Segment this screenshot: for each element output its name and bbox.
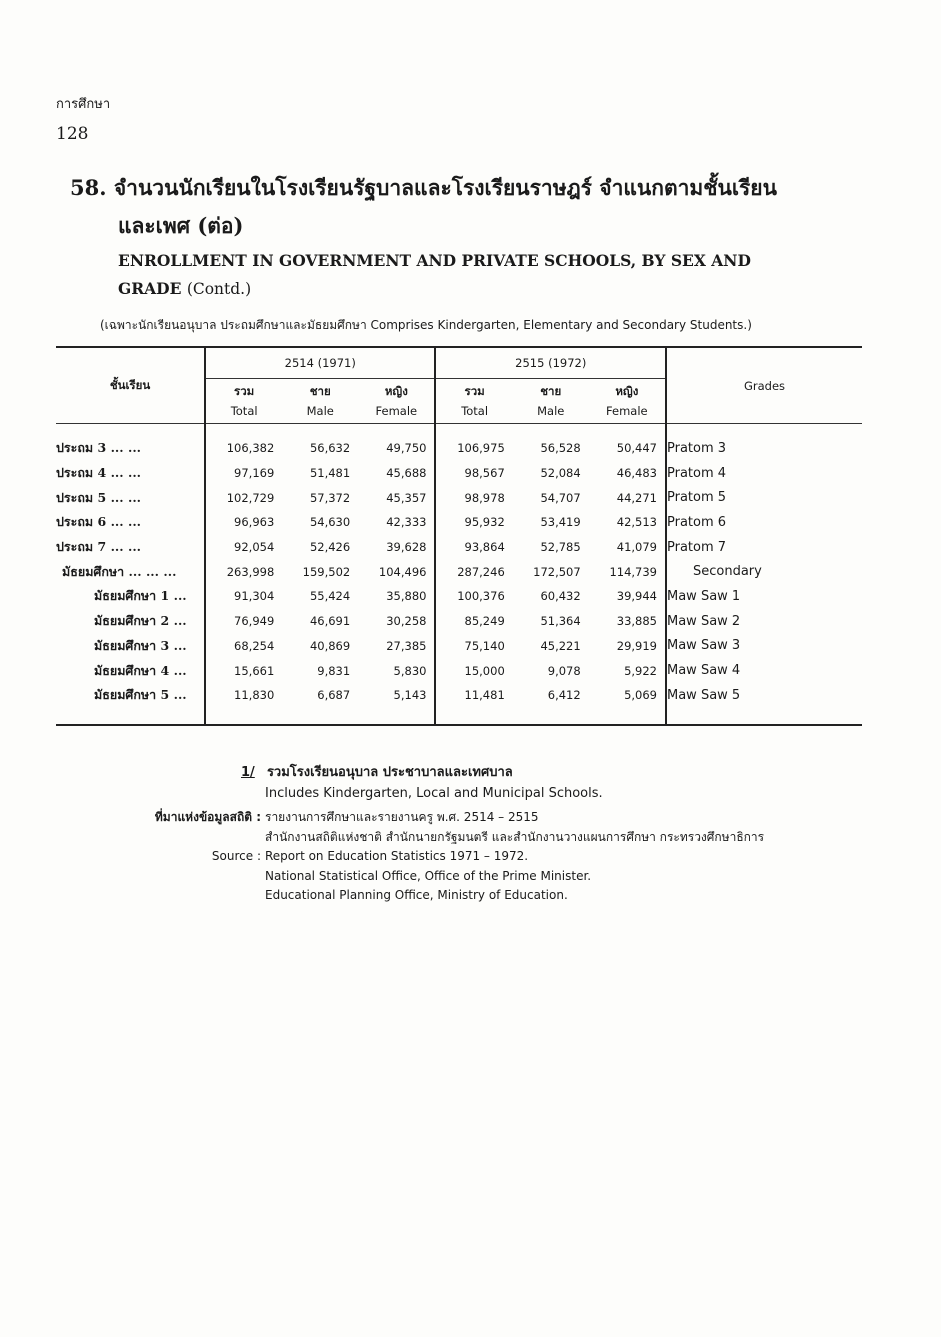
grade-english: Pratom 3: [666, 436, 862, 461]
year-header-1972: 2515 (1972): [435, 347, 666, 379]
cell-total-1972: 15,000: [435, 658, 512, 683]
cell-female-1972: 42,513: [616, 515, 657, 530]
cell-female-1971: 5,830: [393, 663, 427, 678]
title-thai-line1: จำนวนนักเรียนในโรงเรียนรัฐบาลและโรงเรียนราษฎร์ จำแนกตามชั้นเรียน: [113, 175, 777, 200]
cell-male-1972: 52,785: [540, 540, 581, 555]
cell-male-1972: 6,412: [547, 688, 581, 703]
cell-female-1971: 27,385: [386, 638, 427, 653]
cell-female-1971: 45,688: [386, 466, 427, 481]
cell-total-1972: 106,975: [435, 436, 512, 461]
cell-male-1971: 55,424: [309, 589, 351, 604]
sex-header-thai: รวม: [464, 384, 485, 398]
cell-total-1972: 100,376: [435, 584, 512, 609]
cell-total-1972: 98,978: [435, 485, 512, 510]
cell-male-1971: 56,632: [309, 441, 351, 456]
sex-header-thai: หญิง: [384, 384, 408, 398]
cell-total-1971: 96,963: [205, 510, 282, 535]
table-row: [56, 510, 862, 535]
section-header: การศึกษา: [56, 97, 111, 112]
source-label-thai: ที่มาแห่งข้อมูลสถิติ :: [154, 810, 261, 824]
source-thai-line1: รายงานการศึกษาและรายงานครู พ.ศ. 2514 – 2515: [265, 810, 539, 824]
footnote-marker: 1/: [241, 765, 255, 780]
cell-female-1972: 50,447: [616, 441, 657, 456]
grade-thai: มัธยมศึกษา 3 ...: [94, 637, 187, 653]
grade-thai: มัธยมศึกษา 1 ...: [94, 588, 187, 604]
cell-total-1971: 11,830: [205, 683, 282, 708]
table-note: (เฉพาะนักเรียนอนุบาล ประถมศึกษาและมัธยมศึกษา Comprises Kindergarten, Elementary and Secondary Students.): [100, 318, 752, 332]
grade-thai: มัธยมศึกษา ... ... ...: [62, 563, 177, 579]
cell-male-1971: 9,831: [317, 663, 351, 678]
spacer-row: [56, 424, 862, 437]
cell-male-1972: 54,707: [540, 490, 581, 505]
cell-female-1972: 33,885: [616, 614, 657, 629]
sex-header-cell: [435, 379, 512, 424]
cell-total-1971: 76,949: [205, 609, 282, 634]
cell-total-1971: 68,254: [205, 634, 282, 659]
cell-total-1971: 92,054: [205, 535, 282, 560]
cell-female-1971: 35,880: [386, 589, 427, 604]
table-row: [56, 683, 862, 708]
source-block: [136, 808, 764, 906]
cell-male-1971: 40,869: [309, 638, 351, 653]
table-row: [56, 634, 862, 659]
source-english-line3: Educational Planning Office, Ministry of Education.: [265, 888, 568, 902]
grade-thai: ประถม 3 ... ...: [56, 440, 142, 456]
sex-header-thai: ชาย: [309, 384, 331, 398]
cell-male-1972: 56,528: [540, 441, 581, 456]
source-thai-line2: สำนักงานสถิติแห่งชาติ สำนักนายกรัฐมนตรี และสำนักงานวางแผนการศึกษา กระทรวงศึกษาธิการ: [265, 829, 765, 844]
grade-header-english: Grades: [666, 347, 862, 424]
sex-header-english: Total: [461, 404, 489, 418]
cell-male-1972: 172,507: [533, 564, 581, 579]
sex-header-english: Female: [375, 404, 418, 418]
sex-header-english: Female: [606, 404, 648, 418]
spacer-row: [56, 708, 862, 725]
cell-female-1972: 41,079: [616, 540, 657, 555]
title-english-contd: (Contd.): [186, 280, 252, 298]
sex-header-english: Male: [306, 404, 334, 418]
table-number: 58.: [70, 175, 107, 200]
grade-english: Maw Saw 3: [666, 634, 862, 659]
cell-male-1971: 52,426: [309, 540, 351, 555]
grade-english: Pratom 4: [666, 461, 862, 486]
cell-total-1972: 85,249: [435, 609, 512, 634]
cell-male-1971: 6,687: [317, 688, 351, 703]
grade-thai: ประถม 6 ... ...: [56, 514, 142, 530]
grade-thai: มัธยมศึกษา 5 ...: [94, 687, 187, 703]
title-english-main: ENROLLMENT IN GOVERNMENT AND PRIVATE SCHOOLS, BY SEX AND GRADE: [118, 251, 751, 298]
grade-english: Secondary: [666, 559, 862, 584]
sex-header-cell: [205, 379, 282, 424]
cell-total-1972: 93,864: [435, 535, 512, 560]
cell-male-1972: 53,419: [540, 515, 581, 530]
cell-female-1971: 45,357: [386, 490, 427, 505]
grade-english: Maw Saw 2: [666, 609, 862, 634]
cell-female-1971: 42,333: [386, 515, 427, 530]
grade-thai: มัธยมศึกษา 2 ...: [94, 613, 187, 629]
grade-english: Maw Saw 5: [666, 683, 862, 708]
table-title-english: [118, 247, 758, 303]
grade-english: Pratom 5: [666, 485, 862, 510]
sex-header-cell: [589, 379, 666, 424]
table-title-thai: [70, 172, 777, 205]
source-label-english: Source :: [211, 849, 261, 863]
cell-male-1971: 57,372: [309, 490, 351, 505]
cell-total-1971: 102,729: [205, 485, 282, 510]
footnote-thai: รวมโรงเรียนอนุบาล ประชาบาลและเทศบาล: [266, 765, 513, 780]
sex-header-english: Total: [230, 404, 258, 418]
cell-total-1971: 263,998: [205, 559, 282, 584]
source-english-line1: Report on Education Statistics 1971 – 1972.: [265, 849, 529, 863]
cell-female-1972: 44,271: [616, 490, 657, 505]
year-header-row: [56, 347, 862, 379]
cell-total-1972: 75,140: [435, 634, 512, 659]
sex-header-cell: [358, 379, 435, 424]
cell-male-1972: 52,084: [540, 466, 581, 481]
cell-female-1972: 29,919: [616, 638, 657, 653]
year-header-1971: 2514 (1971): [205, 347, 435, 379]
cell-female-1971: 104,496: [378, 564, 427, 579]
cell-female-1971: 39,628: [386, 540, 427, 555]
table-row: [56, 609, 862, 634]
sex-header-cell: [513, 379, 589, 424]
cell-male-1972: 51,364: [540, 614, 581, 629]
title-thai-line2: และเพศ (ต่อ): [118, 213, 244, 238]
cell-total-1971: 91,304: [205, 584, 282, 609]
cell-female-1972: 39,944: [616, 589, 657, 604]
cell-female-1972: 46,483: [616, 466, 657, 481]
cell-male-1972: 45,221: [540, 638, 581, 653]
cell-female-1971: 49,750: [386, 441, 427, 456]
cell-total-1972: 287,246: [435, 559, 512, 584]
sex-header-thai: หญิง: [615, 384, 639, 398]
grade-english: Pratom 7: [666, 535, 862, 560]
cell-male-1972: 9,078: [547, 663, 581, 678]
source-english-line2: National Statistical Office, Office of the Prime Minister.: [265, 868, 592, 883]
cell-female-1972: 5,922: [624, 663, 657, 678]
cell-male-1971: 51,481: [309, 466, 351, 481]
table-row: [56, 584, 862, 609]
grade-english: Maw Saw 1: [666, 584, 862, 609]
cell-total-1972: 98,567: [435, 461, 512, 486]
sex-header-thai: รวม: [234, 384, 255, 398]
cell-male-1972: 60,432: [540, 589, 581, 604]
sex-header-thai: ชาย: [540, 384, 562, 398]
table-row: [56, 485, 862, 510]
cell-male-1971: 46,691: [309, 614, 351, 629]
grade-thai: มัธยมศึกษา 4 ...: [94, 662, 187, 678]
table-row: [56, 559, 862, 584]
footnote-english: Includes Kindergarten, Local and Municipal Schools.: [265, 786, 603, 801]
cell-total-1972: 95,932: [435, 510, 512, 535]
cell-female-1972: 114,739: [609, 564, 657, 579]
page-number: 128: [56, 124, 89, 144]
grade-english: Maw Saw 4: [666, 658, 862, 683]
cell-female-1971: 30,258: [386, 614, 427, 629]
table-row: [56, 461, 862, 486]
table-row: [56, 535, 862, 560]
grade-thai: ประถม 4 ... ...: [56, 465, 142, 481]
grade-header-thai: ชั้นเรียน: [56, 347, 205, 424]
cell-total-1971: 15,661: [205, 658, 282, 683]
cell-male-1971: 54,630: [309, 515, 351, 530]
cell-total-1972: 11,481: [435, 683, 512, 708]
grade-english: Pratom 6: [666, 510, 862, 535]
cell-female-1971: 5,143: [393, 688, 427, 703]
table-body: [56, 424, 862, 725]
table-row: [56, 658, 862, 683]
enrollment-table: [56, 346, 862, 726]
cell-total-1971: 106,382: [205, 436, 282, 461]
footnote: [241, 762, 603, 804]
cell-total-1971: 97,169: [205, 461, 282, 486]
grade-thai: ประถม 7 ... ...: [56, 539, 142, 555]
table-row: [56, 436, 862, 461]
cell-female-1972: 5,069: [624, 688, 657, 703]
grade-thai: ประถม 5 ... ...: [56, 489, 142, 505]
sex-header-cell: [282, 379, 358, 424]
sex-header-english: Male: [537, 404, 565, 418]
cell-male-1971: 159,502: [302, 564, 351, 579]
